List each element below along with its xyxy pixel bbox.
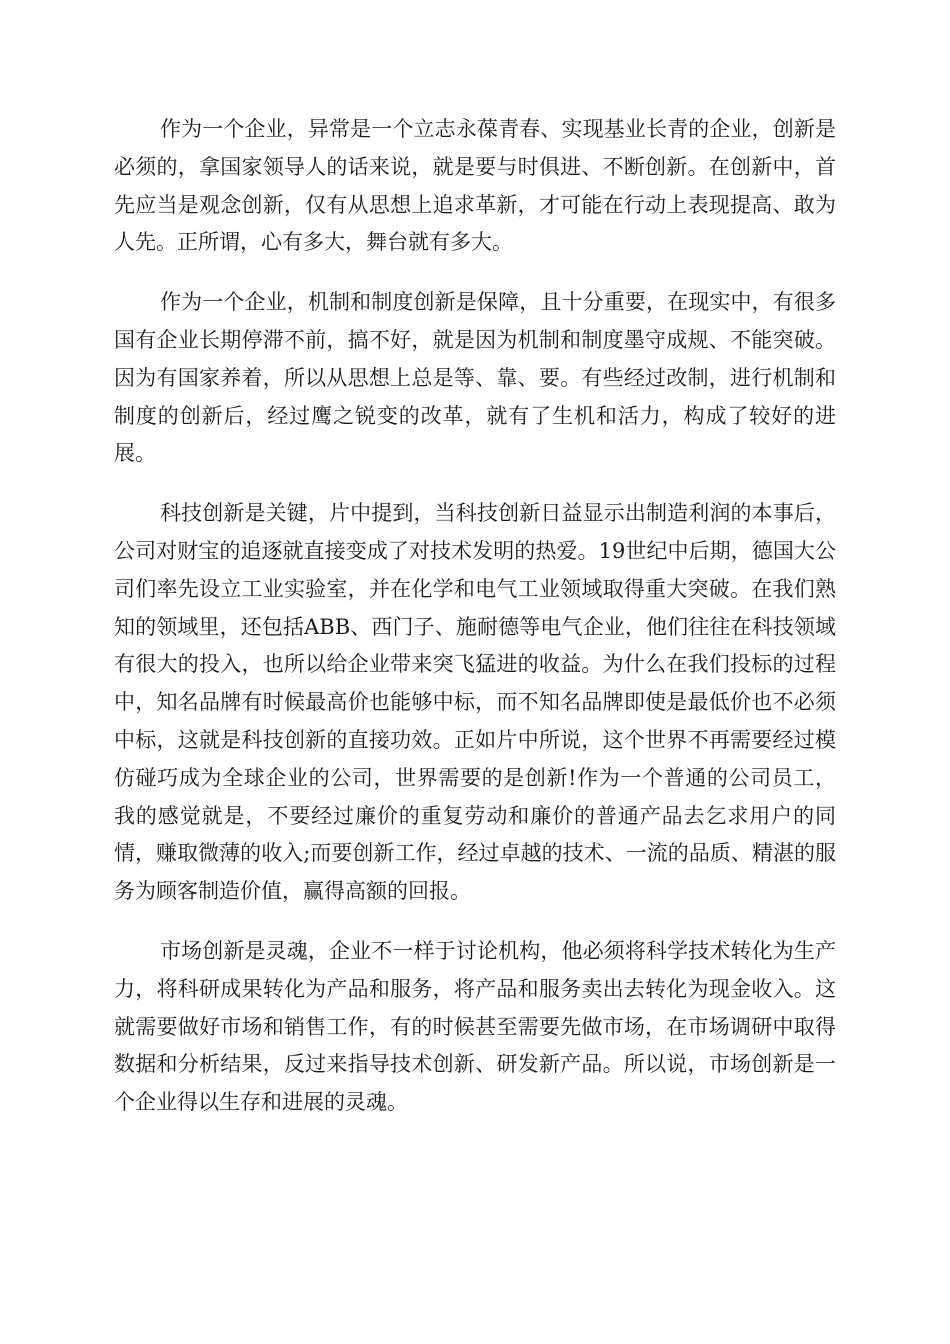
paragraph-market-innovation: 市场创新是灵魂，企业不一样于讨论机构，他必须将科学技术转化为生产力，将科研成果转化为产品和服务，将产品和服务卖出去转化为现金收入。这就需要做好市场和销售工作，有的时候甚至需要先做市场，在市场调研中取得数据和分析结果，反过来指导技术创新、研发新产品。所以说，市场创新是一个企业得以生存和进展的灵魂。 bbox=[114, 938, 836, 1115]
paragraph-technology-innovation: 科技创新是关键，片中提到，当科技创新日益显示出制造利润的本事后，公司对财宝的追逐就直接变成了对技术发明的热爱。19世纪中后期，德国大公司们率先设立工业实验室，并在化学和电气工业领域取得重大突破。在我们熟知的领域里，还包括ABB、西门子、施耐德等电气企业，他们往往在科技领域有很大的投入，也所以给企业带来突飞猛进的收益。为什么在我们投标的过程中，知名品牌有时候最高价也能够中标，而不知名品牌即使是最低价也不必须中标，这就是科技创新的直接功效。正如片中所说，这个世界不再需要经过模仿碰巧成为全球企业的公司，世界需要的是创新!作为一个普通的公司员工，我的感觉就是，不要经过廉价的重复劳动和廉价的普通产品去乞求用户的同情，赚取微薄的收入;而要创新工作，经过卓越的技术、一流的品质、精湛的服务为顾客制造价值，赢得高额的回报。 bbox=[114, 501, 836, 904]
paragraph-concept-innovation: 作为一个企业，异常是一个立志永葆青春、实现基业长青的企业，创新是必须的，拿国家领导人的话来说，就是要与时俱进、不断创新。在创新中，首先应当是观念创新，仅有从思想上追求革新，才可能在行动上表现提高、敢为人先。正所谓，心有多大，舞台就有多大。 bbox=[114, 117, 836, 255]
paragraph-institutional-innovation: 作为一个企业，机制和制度创新是保障，且十分重要，在现实中，有很多国有企业长期停滞不前，搞不好，就是因为机制和制度墨守成规、不能突破。因为有国家养着，所以从思想上总是等、靠、要。有些经过改制，进行机制和制度的创新后，经过鹰之锐变的改革，就有了生机和活力，构成了较好的进展。 bbox=[114, 290, 836, 466]
document-body bbox=[114, 111, 836, 1144]
